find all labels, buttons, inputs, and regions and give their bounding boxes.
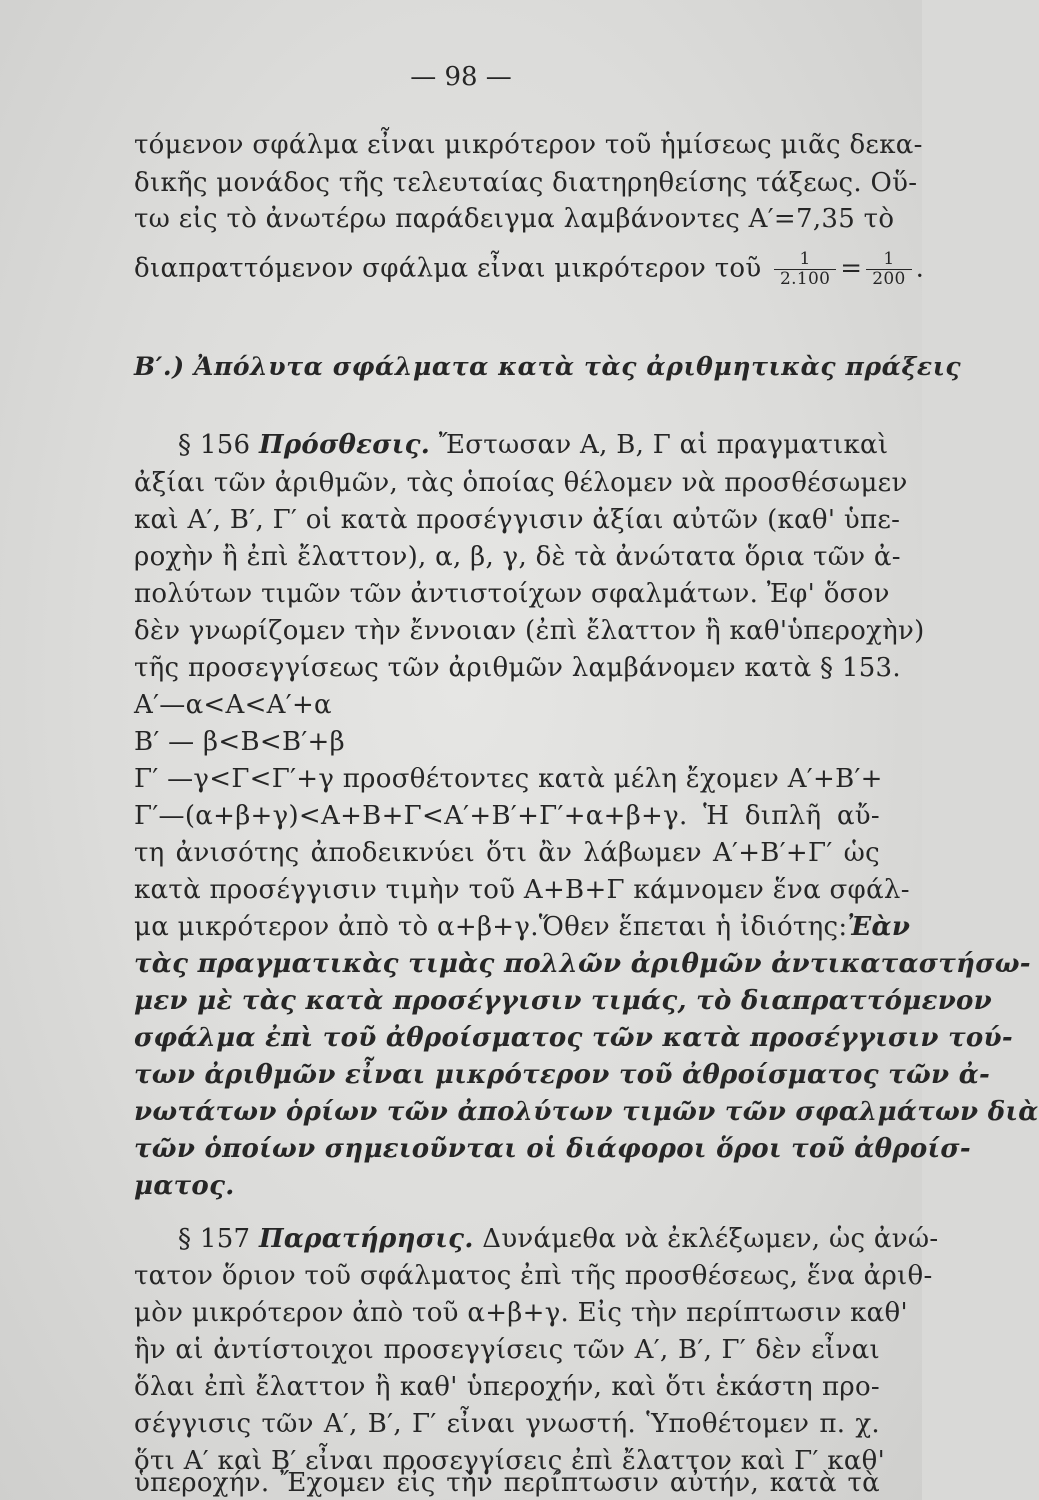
text-line: ὅλαι ἐπὶ ἔλαττον ἢ καθ' ὑπεροχήν, καὶ ὅτι ἑκάστη προ- [134,1372,880,1402]
text-span: μα μικρότερον ἀπὸ τὸ α+β+γ.Ὅθεν ἕπεται ἡ ἰδιότης: [134,912,848,942]
fraction [866,250,911,289]
section-156-first-line [178,428,889,462]
italic-line: νωτάτων ὁρίων τῶν ἀπολύτων τιμῶν τῶν σφαλμάτων διὰ [134,1097,1039,1127]
italic-line: μεν μὲ τὰς κατὰ προσέγγισιν τιμάς, τὸ διαπραττόμενον [134,986,993,1016]
fraction-line [134,249,925,289]
text-line: σέγγισις τῶν Α′, Β′, Γ′ εἶναι γνωστή. Ὑποθέτομεν π. χ. [134,1409,880,1439]
text-line: ὑπεροχήν. Ἔχομεν εἰς τὴν περίπτωσιν αὐτήν, κατὰ τὰ [134,1468,880,1498]
text-line: δὲν γνωρίζομεν τὴν ἔννοιαν (ἐπὶ ἔλαττον ἢ καθ'ὑπεροχὴν) [134,616,925,646]
text-line: Γ′—(α+β+γ)<Α+Β+Γ<Α′+Β′+Γ′+α+β+γ. Ἡ διπλῆ αὔ- [134,801,880,831]
text-line: τατον ὅριον τοῦ σφάλματος ἐπὶ τῆς προσθέσεως, ἕνα ἀριθ- [134,1261,933,1291]
page-number: — 98 — [410,62,512,92]
text-line: τη ἀνισότης ἀποδεικνύει ὅτι ἂν λάβωμεν Α′+Β′+Γ′ ὡς [134,838,880,868]
text-line: Γ′ —γ<Γ<Γ′+γ προσθέτοντες κατὰ μέλη ἔχομεν Α′+Β′+ [134,764,883,794]
text-line: τῆς προσεγγίσεως τῶν ἀριθμῶν λαμβάνομεν κατὰ § 153. [134,653,901,683]
section-title: Παρατήρησις. [258,1224,474,1254]
section-number: § 157 [178,1224,251,1254]
section-number: § 156 [178,430,251,460]
text-line: ἣν αἱ ἀντίστοιχοι προσεγγίσεις τῶν Α′, Β′, Γ′ δὲν εἶναι [134,1335,880,1365]
italic-span: Ἐὰν [847,912,911,942]
italic-line: ματος. [134,1171,235,1201]
period: . [915,253,925,284]
fraction-denominator: 2.100 [780,269,831,289]
text-line: καὶ Α′, Β′, Γ′ οἱ κατὰ προσέγγισιν ἀξίαι αὐτῶν (καθ' ὑπε- [134,505,901,535]
fraction-numerator: 1 [866,250,911,270]
text-line: πολύτων τιμῶν τῶν ἀντιστοίχων σφαλμάτων. Ἐφ' ὅσον [134,579,890,609]
equals-sign: = [840,253,863,284]
text-span: Ἔστωσαν Α, Β, Γ αἱ πραγματικαὶ [438,430,889,460]
text-line: ροχὴν ἢ ἐπὶ ἔλαττον), α, β, γ, δὲ τὰ ἀνώτατα ὅρια τῶν ἀ- [134,542,901,572]
italic-line: των ἀριθμῶν εἶναι μικρότερον τοῦ ἀθροίσματος τῶν ἀ- [134,1060,991,1090]
text-span: Δυνάμεθα νὰ ἐκλέξωμεν, ὡς ἀνώ- [482,1224,939,1254]
section-title: Πρόσθεσις. [258,430,431,460]
section-heading: Β′.) Ἀπόλυτα σφάλματα κατὰ τὰς ἀριθμητικὰς πράξεις [134,352,962,381]
text-line: κατὰ προσέγγισιν τιμὴν τοῦ Α+Β+Γ κάμνομεν ἕνα σφάλ- [134,875,910,905]
text-line: ἀξίαι τῶν ἀριθμῶν, τὰς ὁποίας θέλομεν νὰ προσθέσωμεν [134,468,908,498]
italic-line: τὰς πραγματικὰς τιμὰς πολλῶν ἀριθμῶν ἀντικαταστήσω- [134,949,1031,979]
fraction [774,250,836,289]
italic-line: σφάλμα ἐπὶ τοῦ ἀθροίσματος τῶν κατὰ προσέγγισιν τού- [134,1023,1013,1053]
inequality-line: Α′—α<Α<Α′+α [134,690,332,720]
fraction-numerator: 1 [774,250,836,270]
fraction-line-text: διαπραττόμενον σφάλμα εἶναι μικρότερον τοῦ [134,253,762,284]
text-line-mixed [134,910,911,944]
text-line: τόμενον σφάλμα εἶναι μικρότερον τοῦ ἡμίσεως μιᾶς δεκα- [134,130,923,160]
fraction-denominator: 200 [872,269,906,289]
text-line: μὸν μικρότερον ἀπὸ τοῦ α+β+γ. Εἰς τὴν περίπτωσιν καθ' [134,1298,908,1328]
text-line: τω εἰς τὸ ἀνωτέρω παράδειγμα λαμβάνοντες Α′=7,35 τὸ [134,204,895,234]
inequality-line: Β′ — β<Β<Β′+β [134,727,345,757]
section-157-first-line [178,1222,939,1256]
italic-line: τῶν ὁποίων σημειοῦνται οἱ διάφοροι ὅροι τοῦ ἀθροίσ- [134,1134,971,1164]
text-line: ὅτι Α′ καὶ Β′ εἶναι προσεγγίσεις ἐπὶ ἔλαττον καὶ Γ′ καθ' [134,1446,886,1476]
text-line: δικῆς μονάδος τῆς τελευταίας διατηρηθείσης τάξεως. Οὕ- [134,168,918,198]
